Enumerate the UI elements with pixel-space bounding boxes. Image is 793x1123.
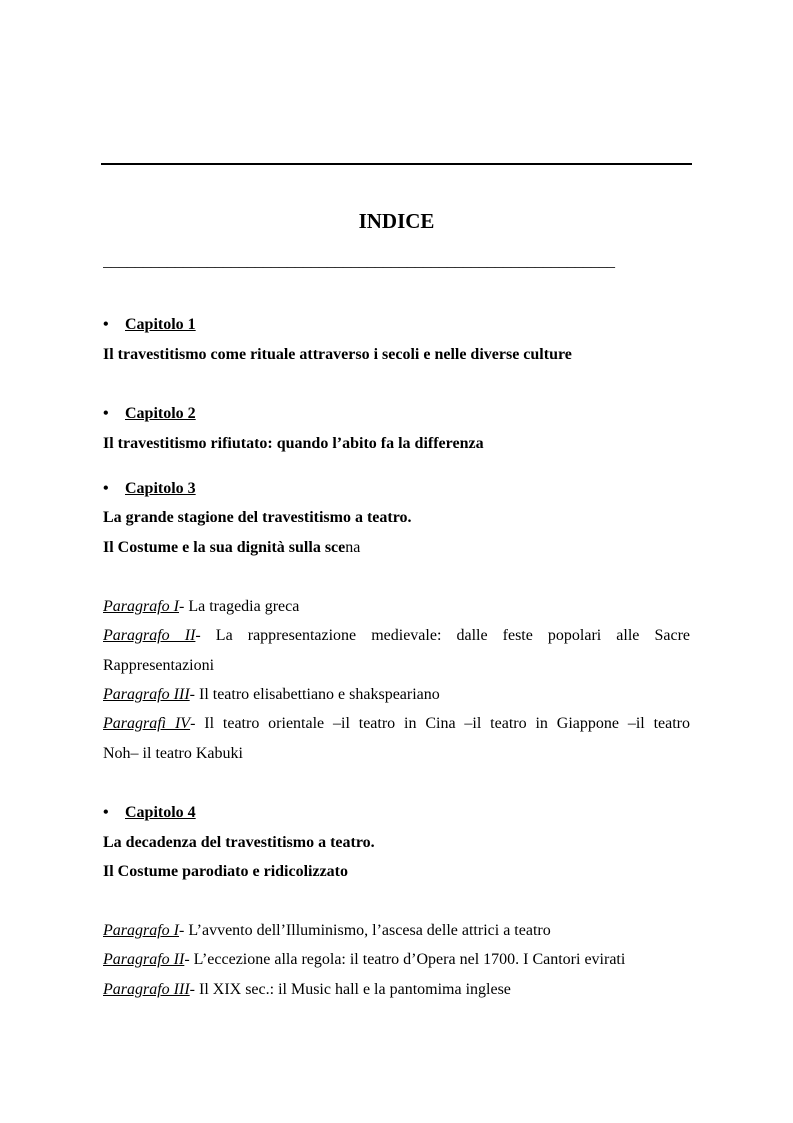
chapter-4-heading xyxy=(103,798,690,828)
paragraph-link[interactable]: Paragrafo II xyxy=(103,627,196,644)
title-underline: ________________________________________________________________ xyxy=(103,253,615,270)
paragraph-text: - La tragedia greca xyxy=(179,598,300,615)
chapter-4-paragraph-1 xyxy=(103,916,690,946)
chapter-3-paragraph-2 xyxy=(103,621,690,651)
chapter-1-link[interactable]: Capitolo 1 xyxy=(125,316,196,333)
page-title: INDICE xyxy=(358,209,435,233)
chapter-3-paragraph-2-continuation: Rappresentazioni xyxy=(103,657,215,674)
chapter-3-paragraph-1 xyxy=(103,592,690,622)
bullet-icon: • xyxy=(103,405,109,422)
chapter-3-paragraph-3 xyxy=(103,680,690,710)
chapter-4-paragraph-3 xyxy=(103,975,690,1005)
top-rule xyxy=(101,163,692,165)
bullet-icon: • xyxy=(103,316,109,333)
chapter-4-link[interactable]: Capitolo 4 xyxy=(125,804,196,821)
paragraph-text: - L’avvento dell’Illuminismo, l’ascesa delle attrici a teatro xyxy=(179,922,551,939)
paragraph-text: - La rappresentazione medievale: dalle feste popolari alle Sacre xyxy=(195,627,691,644)
paragraph-link[interactable]: Paragrafo II xyxy=(103,951,185,968)
paragraph-text: - L’eccezione alla regola: il teatro d’Opera nel 1700. I Cantori evirati xyxy=(184,951,626,968)
chapter-3-title-line-1: La grande stagione del travestitismo a teatro. xyxy=(103,509,412,526)
paragraph-link[interactable]: Paragrafo I xyxy=(103,598,179,615)
chapter-3-title-tail: na xyxy=(345,539,361,556)
chapter-1-title: Il travestitismo come rituale attraverso i secoli e nelle diverse culture xyxy=(103,346,572,363)
bullet-icon: • xyxy=(103,480,109,497)
chapter-3-paragraph-4-continuation: Noh– il teatro Kabuki xyxy=(103,745,243,762)
chapter-4-title-line-2: Il Costume parodiato e ridicolizzato xyxy=(103,863,349,880)
chapter-1-heading xyxy=(103,310,690,340)
paragraph-text: - Il teatro elisabettiano e shakspeariano xyxy=(189,686,440,703)
paragraph-text: - Il teatro orientale –il teatro in Cina –il teatro in Giappone –il teatro xyxy=(190,715,690,732)
chapter-4-title-line-1: La decadenza del travestitismo a teatro. xyxy=(103,834,375,851)
chapter-3-heading xyxy=(103,474,690,504)
chapter-4-paragraph-2 xyxy=(103,945,690,975)
paragraph-link[interactable]: Paragrafo I xyxy=(103,922,179,939)
chapter-3-paragraph-4 xyxy=(103,709,690,739)
chapter-3-link[interactable]: Capitolo 3 xyxy=(125,480,196,497)
bullet-icon: • xyxy=(103,804,109,821)
chapter-2-title: Il travestitismo rifiutato: quando l’abito fa la differenza xyxy=(103,435,484,452)
paragraph-text: - Il XIX sec.: il Music hall e la pantomima inglese xyxy=(189,981,511,998)
chapter-2-heading xyxy=(103,399,690,429)
chapter-2-link[interactable]: Capitolo 2 xyxy=(125,405,196,422)
paragraph-link[interactable]: Paragrafì IV xyxy=(103,715,191,732)
paragraph-link[interactable]: Paragrafo III xyxy=(103,981,190,998)
paragraph-link[interactable]: Paragrafo III xyxy=(103,686,190,703)
chapter-3-title-line-2 xyxy=(103,533,690,563)
chapter-3-title-bold: Il Costume e la sua dignità sulla sce xyxy=(103,539,346,556)
